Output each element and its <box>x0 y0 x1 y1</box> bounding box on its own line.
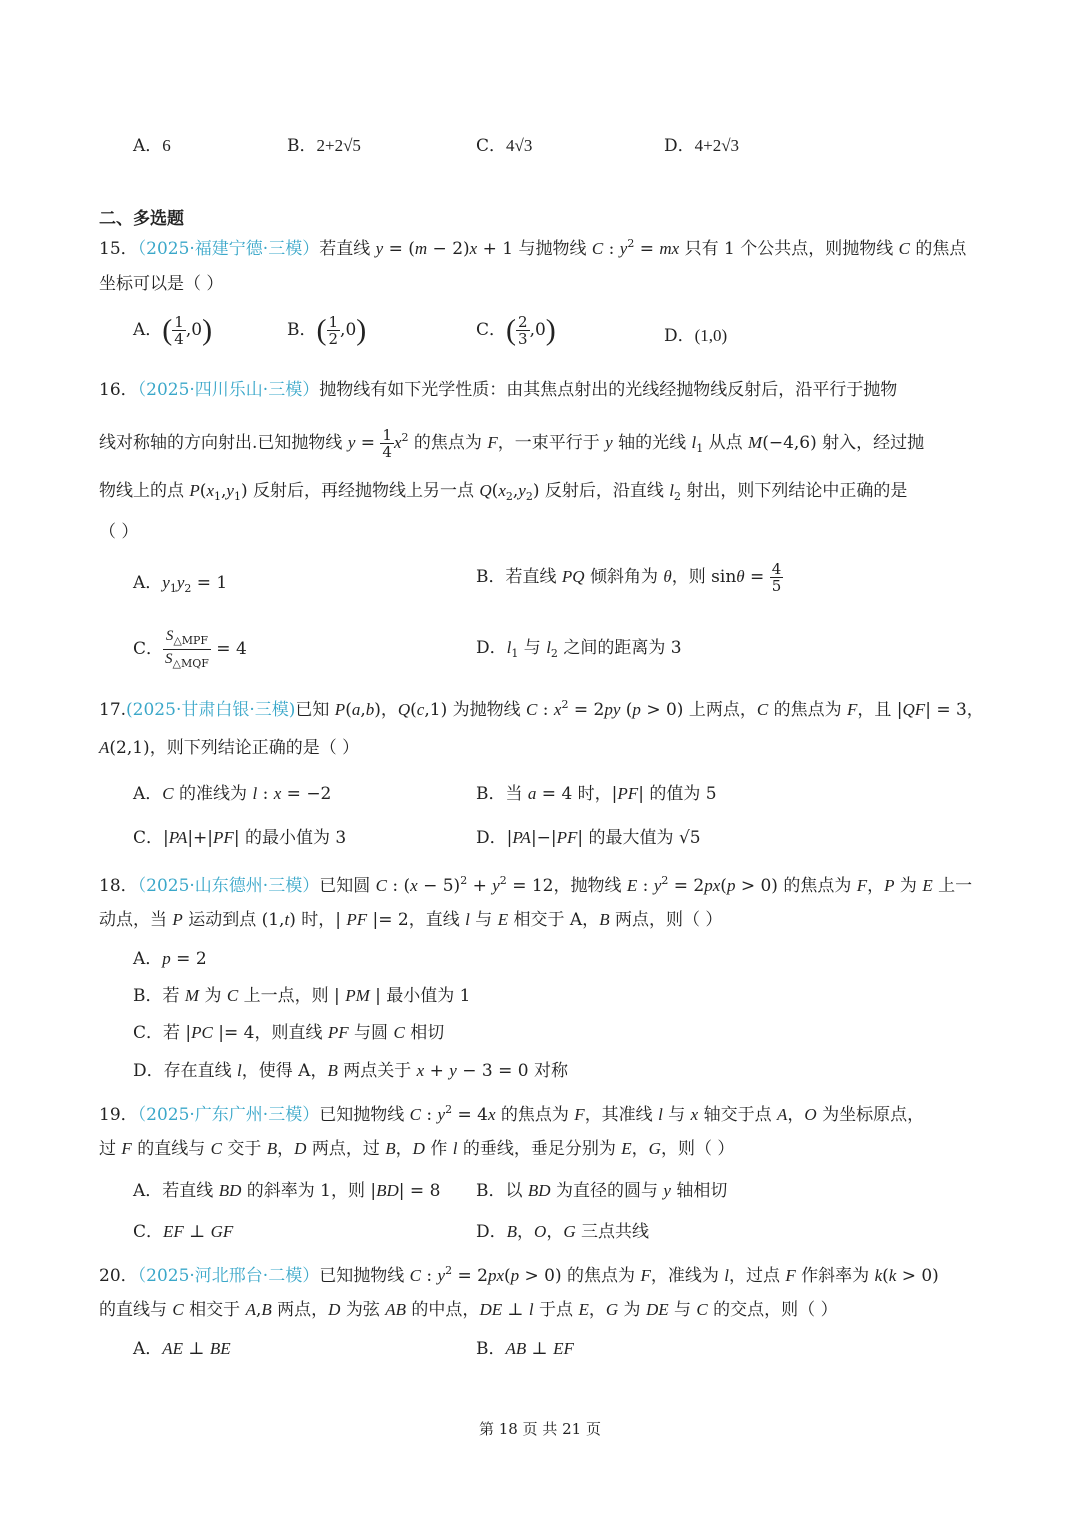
q20-option-b: B．AB ⊥ EF <box>476 1339 574 1359</box>
q17-option-a: A．C 的准线为 l : x = −2 <box>133 784 332 804</box>
q19-option-d: D．B，O，G 三点共线 <box>476 1222 649 1242</box>
q20-line1: 20．（2025·河北邢台·二模）已知抛物线 C : $y^2 = 2px(p > 0)$ 的焦点为 F，准线为 l，过点 F 作斜率为 k(k > 0) <box>99 1264 939 1286</box>
q19-line2: 过 F 的直线与 C 交于 B，D 两点，过 B，D 作 l 的垂线，垂足分别为 E，G，则（ ） <box>99 1139 735 1159</box>
page-footer: 第 18 页 共 21 页 <box>478 1420 601 1438</box>
q17-line2: A(2,1)，则下列结论正确的是（ ） <box>99 738 360 758</box>
q18-line1: 18．（2025·山东德州·三模）已知圆 C : $(x - 5)^2 + y^2 = 12$，抛物线 E : $y^2 = 2px(p > 0)$ 的焦点为 F，P 为 E 上一 <box>99 874 973 896</box>
q14-option-c: C．4√3 <box>476 136 533 156</box>
q16-line2: 线对称轴的方向射出.已知抛物线 y = $\frac{1}{4}$ $x^2$ 的焦点为 F，一束平行于 y 轴的光线 $l_1$ 从点 M(−4,6) 射入，经过抛 <box>99 426 925 461</box>
q16-line1: 16．（2025·四川乐山·三模）抛物线有如下光学性质：由其焦点射出的光线经抛物线反射后，沿平行于抛物 <box>99 380 898 400</box>
q16-line3: 物线上的点 $P(x_1,y_1)$ 反射后，再经抛物线上另一点 $Q(x_2,y_2)$ 反射后，沿直线 $l_2$ 射出，则下列结论中正确的是 <box>99 481 908 503</box>
q19-option-b: B．以 BD 为直径的圆与 y 轴相切 <box>476 1181 728 1201</box>
q14-option-b: B．2+2√5 <box>287 136 361 156</box>
q16-option-c: C． $\frac{S_{\triangle MPF}}{S_{\triangle MQF}}$ = 4 <box>133 628 247 670</box>
q19-line1: 19．（2025·广东广州·三模）已知抛物线 C : $y^2 = 4x$ 的焦点为 F，其准线 l 与 x 轴交于点 A，O 为坐标原点， <box>99 1103 925 1125</box>
q17-option-c: C．|PA|+|PF| 的最小值为 3 <box>133 828 347 848</box>
q19-option-c: C．EF ⊥ GF <box>133 1222 234 1242</box>
q18-option-c: C．若 |PC |= 4，则直线 PF 与圆 C 相切 <box>133 1023 445 1043</box>
q17-option-b: B．当 a = 4 时，|PF| 的值为 5 <box>476 784 717 804</box>
q15-option-d: D．(1,0) <box>664 326 728 346</box>
q15-option-a: A．( $\frac{1}{4}$ ,0) <box>133 313 213 348</box>
q18-option-b: B．若 M 为 C 上一点，则 | PM | 最小值为 1 <box>133 986 471 1006</box>
q16-option-d: D．$l_1$ 与 $l_2$ 之间的距离为 3 <box>476 638 682 660</box>
q14-option-a: A．6 <box>133 136 171 156</box>
q15-option-c: C．( $\frac{2}{3}$ ,0) <box>476 313 556 348</box>
q15-line2: 坐标可以是（ ） <box>99 274 224 294</box>
q17-line1: 17.(2025·甘肃白银·三模)已知 P(a,b)，Q(c,1) 为抛物线 C : $x^2 = 2py$ (p > 0) 上两点，C 的焦点为 F，且 |QF| = 3， <box>99 698 984 720</box>
q15-option-b: B．( $\frac{1}{2}$ ,0) <box>287 313 367 348</box>
q17-option-d: D．|PA|−|PF| 的最大值为 √5 <box>476 828 701 848</box>
q18-option-a: A．p = 2 <box>133 949 207 969</box>
q20-line2: 的直线与 C 相交于 A,B 两点，D 为弦 AB 的中点，DE ⊥ l 于点 E，G 为 DE 与 C 的交点，则（ ） <box>99 1300 838 1320</box>
q18-line2: 动点，当 P 运动到点 (1,t) 时，| PF |= 2，直线 l 与 E 相交于 A，B 两点，则（ ） <box>99 910 723 930</box>
q15-line1: 15．（2025·福建宁德·三模）若直线 y = (m − 2)x + 1 与抛物线 C : $y^2$ = mx 只有 1 个公共点，则抛物线 C 的焦点 <box>99 237 967 259</box>
q19-option-a: A．若直线 BD 的斜率为 1，则 |BD| = 8 <box>133 1181 441 1201</box>
section-title: 二、多选题 <box>99 209 184 229</box>
q16-option-a: A．$y_1y_2 = 1$ <box>133 573 228 595</box>
q20-option-a: A．AE ⊥ BE <box>133 1339 231 1359</box>
q18-option-d: D．存在直线 l，使得 A，B 两点关于 x + y − 3 = 0 对称 <box>133 1061 568 1081</box>
q16-option-b: B．若直线 PQ 倾斜角为 θ，则 sinθ = $\frac{4}{5}$ <box>476 560 782 595</box>
q16-line4: （ ） <box>99 522 139 542</box>
q14-option-d: D．4+2√3 <box>664 136 740 156</box>
